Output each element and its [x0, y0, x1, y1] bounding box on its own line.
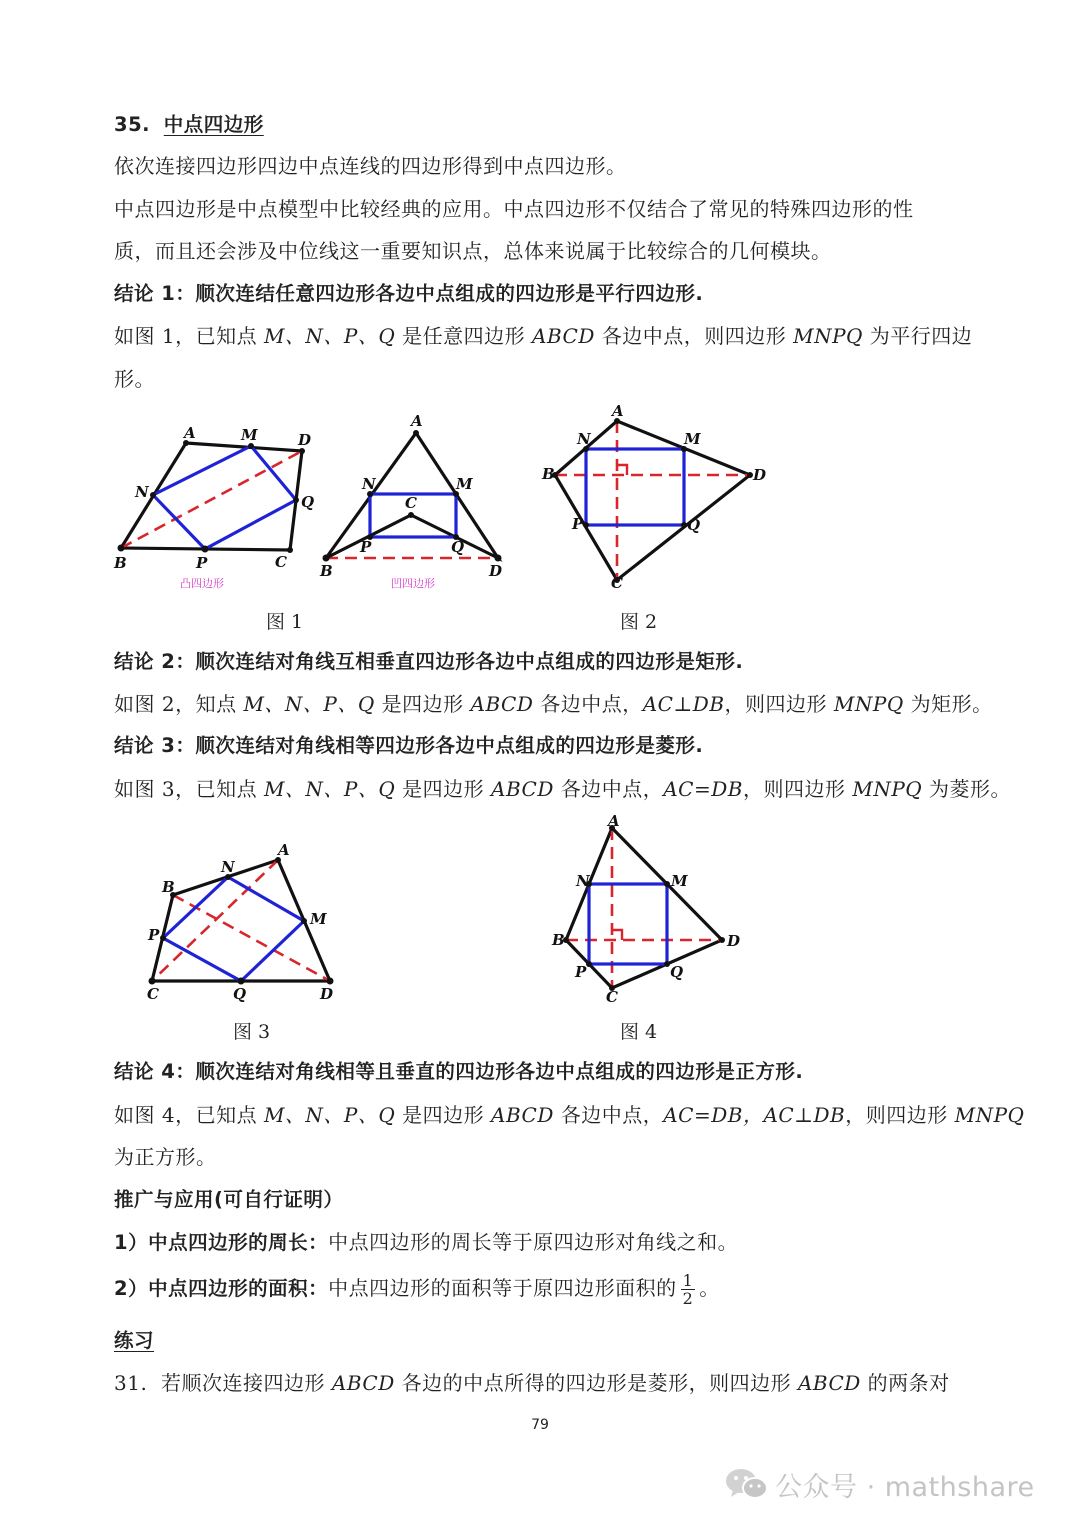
figure-1-2-diagrams: [0, 400, 1080, 600]
item-label: 2）中点四边形的面积：: [114, 1277, 329, 1300]
label-q: Q: [451, 538, 465, 556]
extension-item-1: [114, 1228, 738, 1257]
text-run: 如图 2，知点: [114, 692, 244, 716]
label-c: C: [275, 553, 287, 571]
section-title: 中点四边形: [163, 113, 264, 136]
label-b: B: [552, 931, 565, 949]
text-run: 如图 3，已知点: [114, 777, 264, 801]
text-run: 各边中点，: [553, 1103, 664, 1127]
section-heading: [114, 110, 264, 139]
math-run: ABCD: [491, 777, 554, 801]
conclusion-3-title: 结论 3：顺次连结对角线相等四边形各边中点组成的四边形是菱形.: [114, 734, 704, 757]
figure-1-convex: [113, 424, 314, 590]
text-run: 为矩形。: [903, 692, 993, 716]
text-run: ，则四边形: [845, 1103, 955, 1127]
figure-1-concave: [319, 412, 502, 590]
figure-3-4-diagrams: [0, 805, 1080, 1010]
text-run: ，则四边形: [742, 777, 853, 801]
item-text: 中点四边形的面积等于原四边形面积的: [328, 1276, 677, 1300]
math-run: ABCD: [532, 324, 595, 348]
label-c: C: [405, 494, 417, 512]
label-d: D: [489, 562, 503, 580]
text-run: 是四边形: [374, 692, 471, 716]
item-label: 1）中点四边形的周长：: [114, 1231, 329, 1254]
label-p: P: [575, 963, 587, 981]
question-number: 31.: [114, 1371, 148, 1395]
conclusion-1-text: [114, 322, 972, 350]
fig4-mid-square-mnpq: [589, 884, 667, 964]
convex-label: 凸四边形: [180, 577, 224, 590]
math-run: AC=DB: [663, 777, 743, 801]
text-run: 若顺次连接四边形: [161, 1371, 332, 1395]
figure-3-diagram: [147, 841, 334, 1003]
conclusion-4-title: 结论 4：顺次连结对角线相等且垂直的四边形各边中点组成的四边形是正方形.: [114, 1060, 804, 1083]
math-run: M、N、P、Q: [243, 692, 375, 716]
math-run: MNPQ: [852, 777, 923, 801]
math-run: M、N、P、Q: [263, 777, 396, 801]
conclusion-1-text-cont: 形。: [114, 367, 155, 391]
figure-1-caption: 图 1: [266, 611, 304, 633]
conclusion-2-title: 结论 2：顺次连结对角线互相垂直四边形各边中点组成的四边形是矩形.: [114, 650, 744, 673]
math-run: M、N、P、Q: [263, 1103, 396, 1127]
intro-line-2: 中点四边形是中点模型中比较经典的应用。中点四边形不仅结合了常见的特殊四边形的性: [114, 197, 914, 221]
label-b: B: [162, 878, 175, 896]
text-run: 如图 4，已知点: [114, 1103, 264, 1127]
watermark-text: 公众号 · mathshare: [775, 1471, 1035, 1503]
label-a: A: [184, 424, 196, 442]
label-a: A: [278, 841, 290, 859]
math-run: ABCD: [470, 692, 534, 716]
conclusion-3-text: [114, 775, 1011, 803]
conclusion-1-title: 结论 1：顺次连结任意四边形各边中点组成的四边形是平行四边形.: [114, 282, 704, 305]
label-a: A: [608, 812, 620, 830]
label-q: Q: [301, 493, 315, 511]
text-run: 各边的中点所得的四边形是菱形，则四边形: [394, 1371, 798, 1395]
math-run: AC=DB，AC⊥DB: [663, 1103, 846, 1127]
label-c: C: [611, 574, 623, 592]
label-n: N: [221, 858, 235, 876]
label-m: M: [241, 426, 258, 444]
label-b: B: [542, 465, 555, 483]
figure-3-caption: 图 3: [233, 1021, 271, 1043]
label-d: D: [753, 466, 767, 484]
extension-item-2: [114, 1268, 720, 1309]
conclusion-4-text: [114, 1101, 1024, 1129]
figure-4-diagram: [551, 812, 740, 1006]
math-run: MNPQ: [833, 692, 904, 716]
fraction-numerator: 1: [682, 1271, 694, 1290]
label-m: M: [671, 872, 688, 890]
label-p: P: [360, 538, 372, 556]
label-m: M: [456, 475, 473, 493]
page-number: 79: [531, 1417, 549, 1433]
conclusion-2-text: [114, 690, 993, 718]
conclusion-4-text-cont: 为正方形。: [114, 1145, 217, 1169]
label-a: A: [411, 412, 423, 430]
text-run: 各边中点，则四边形: [594, 324, 794, 348]
label-q: Q: [687, 516, 701, 534]
fraction-one-half: [681, 1272, 696, 1307]
math-run: ABCD: [331, 1371, 395, 1395]
figure-2-caption: 图 2: [620, 611, 658, 633]
text-run: 是四边形: [395, 1103, 492, 1127]
label-n: N: [577, 430, 591, 448]
item-text: 中点四边形的周长等于原四边形对角线之和。: [328, 1230, 739, 1254]
math-run: M、N、P、Q: [263, 324, 396, 348]
label-n: N: [362, 475, 376, 493]
text-run: 为平行四边: [862, 324, 973, 348]
label-c: C: [147, 985, 159, 1003]
text-run: ，则四边形: [724, 692, 834, 716]
label-m: M: [310, 910, 327, 928]
practice-title: 练习: [114, 1329, 155, 1352]
label-p: P: [148, 926, 160, 944]
label-p: P: [196, 554, 208, 572]
label-p: P: [572, 515, 584, 533]
item-text: 。: [699, 1276, 720, 1300]
text-run: 的两条对: [860, 1371, 950, 1395]
figure-4-caption: 图 4: [620, 1021, 658, 1043]
label-q: Q: [670, 963, 684, 981]
label-c: C: [606, 988, 618, 1006]
label-q: Q: [233, 985, 247, 1003]
label-d: D: [320, 985, 334, 1003]
wechat-icon: [725, 1467, 769, 1501]
label-m: M: [684, 430, 701, 448]
kite-mid-rect-mnpq: [586, 449, 684, 525]
intro-line-3: 质，而且还会涉及中位线这一重要知识点，总体来说属于比较综合的几何模块。: [114, 239, 832, 263]
section-number: 35.: [114, 113, 151, 136]
text-run: 各边中点，: [533, 692, 643, 716]
math-run: AC⊥DB: [642, 692, 725, 716]
practice-question-31: [114, 1369, 950, 1397]
label-d: D: [727, 932, 741, 950]
math-run: ABCD: [491, 1103, 554, 1127]
text-run: 是任意四边形: [395, 324, 533, 348]
math-run: MNPQ: [793, 324, 863, 348]
label-b: B: [320, 562, 333, 580]
concave-label: 凹四边形: [391, 577, 435, 590]
math-run: MNPQ: [954, 1103, 1025, 1127]
text-run: 为菱形。: [922, 777, 1012, 801]
text-run: 各边中点，: [553, 777, 664, 801]
label-d: D: [298, 431, 312, 449]
intro-line-1: 依次连接四边形四边中点连线的四边形得到中点四边形。: [114, 154, 627, 178]
label-a: A: [612, 402, 624, 420]
label-n: N: [576, 872, 590, 890]
watermark: [725, 1462, 1035, 1506]
label-n: N: [135, 483, 149, 501]
text-run: 是四边形: [395, 777, 492, 801]
math-run: ABCD: [797, 1371, 861, 1395]
right-angle-mark: [612, 930, 622, 940]
fraction-denominator: 2: [682, 1289, 694, 1308]
figure-2-diagram: [541, 402, 766, 592]
label-b: B: [114, 554, 127, 572]
extension-title: 推广与应用(可自行证明）: [114, 1188, 344, 1211]
right-angle-mark: [617, 465, 627, 475]
text-run: 如图 1，已知点: [114, 324, 264, 348]
